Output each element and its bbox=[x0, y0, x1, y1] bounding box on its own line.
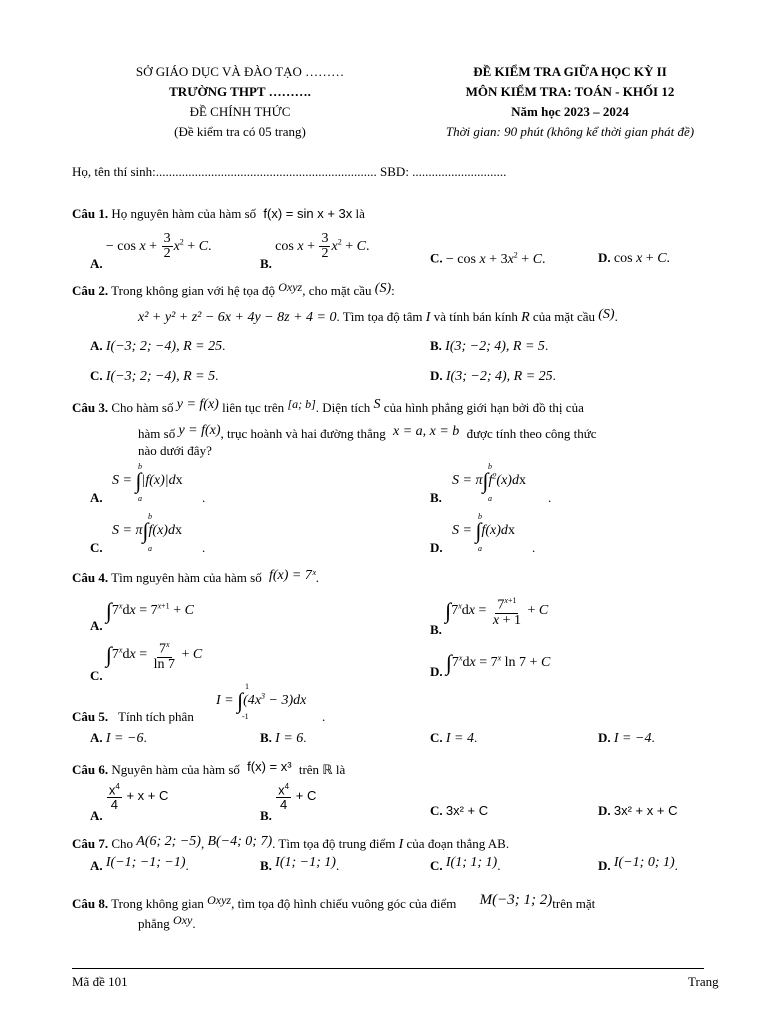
question-6 bbox=[72, 759, 346, 778]
question-label: Câu 1. bbox=[72, 206, 109, 221]
option-letter: D. bbox=[598, 250, 611, 265]
q8-line2 bbox=[138, 913, 196, 932]
question-text: của mặt cầu bbox=[532, 309, 595, 324]
q3-line2 bbox=[138, 423, 597, 443]
option-letter: B. bbox=[430, 338, 442, 353]
question-text: trên bbox=[298, 762, 320, 777]
option-letter: A. bbox=[90, 338, 103, 353]
question-label: Câu 3. bbox=[72, 400, 109, 415]
option-letter: C. bbox=[430, 803, 443, 818]
option-letter: A. bbox=[90, 255, 103, 271]
real-numbers-symbol: ℝ bbox=[322, 762, 333, 777]
q3-answer-c: S = π∫f(x)dx bbox=[112, 518, 182, 543]
q1-answer-a: − cos x + $\frac{3}{2}$ $x^2 + C$. bbox=[105, 231, 212, 261]
q7-answer-a: I(−1; −1; −1) bbox=[105, 855, 186, 870]
q1-answer-b: cos x + $\frac{3}{2}$ $x^2 + C$. bbox=[275, 231, 370, 261]
question-text: liên tục trên bbox=[222, 400, 285, 415]
question-text: , cho mặt cầu bbox=[302, 283, 372, 298]
exam-title: ĐỀ KIỂM TRA GIỮA HỌC KỲ II bbox=[473, 64, 667, 79]
question-label: Câu 8. bbox=[72, 896, 109, 911]
question-1 bbox=[72, 206, 365, 222]
q2-answer-a: I(−3; 2; −4), R = 25 bbox=[105, 339, 223, 354]
question-label: Câu 7. bbox=[72, 836, 109, 851]
center-symbol: I bbox=[425, 310, 431, 325]
plane-name: Oxy bbox=[173, 913, 193, 927]
option-letter: B. bbox=[430, 490, 442, 505]
page-count: (Đề kiểm tra có 05 trang) bbox=[174, 124, 306, 139]
q5-option-c[interactable]: C. I = 4. bbox=[430, 730, 478, 746]
q6-answer-a: $\frac{x^4}{4}$ + x + C bbox=[108, 782, 169, 813]
q1-option-d[interactable] bbox=[598, 250, 670, 267]
q5-answer-a: I = −6 bbox=[105, 731, 144, 746]
option-letter: C. bbox=[430, 250, 443, 266]
q1-answer-d: cos x + C. bbox=[613, 251, 671, 266]
q2-answer-d: I(3; −2; 4), R = 25 bbox=[445, 369, 553, 384]
sphere-name: (S) bbox=[374, 281, 392, 296]
option-letter: B. bbox=[260, 255, 272, 271]
question-text: Tính tích phân bbox=[118, 709, 194, 724]
option-letter: A. bbox=[90, 807, 103, 823]
question-8 bbox=[72, 892, 596, 913]
coordinate-system: Oxyz bbox=[207, 893, 232, 907]
q4-answer-d: $\int 7^xdx = 7^x$ ln 7 + C bbox=[445, 650, 551, 675]
question-text: trên mặt bbox=[552, 896, 596, 911]
midpoint-symbol: I bbox=[398, 837, 404, 852]
point-m: M(−3; 1; 2) bbox=[479, 892, 553, 908]
question-text: được tính theo công thức bbox=[466, 426, 597, 441]
option-letter: B. bbox=[260, 807, 272, 823]
school-name: TRƯỜNG THPT ………. bbox=[169, 84, 311, 99]
question-text: . Tìm tọa độ trung điểm bbox=[272, 836, 396, 851]
question-text: Tìm nguyên hàm của hàm số bbox=[111, 570, 262, 585]
question-7: Câu 7. Cho A(6; 2; −5), B(−4; 0; 7). Tìm tọa độ trung điểm I của đoạn thẳng AB. bbox=[72, 834, 510, 852]
q6-option-c[interactable] bbox=[430, 803, 488, 819]
question-text: Nguyên hàm của hàm số bbox=[111, 762, 240, 777]
q4-answer-a: $\int 7^xdx = 7^{x+1} + C$ bbox=[105, 598, 194, 623]
department-name: SỞ GIÁO DỤC VÀ ĐÀO TẠO ……… bbox=[135, 64, 345, 79]
q7-option-d[interactable]: D. I(−1; 0; 1). bbox=[598, 855, 678, 873]
boundary-lines: x = a, x = b bbox=[392, 424, 460, 439]
option-letter: D. bbox=[598, 858, 611, 873]
option-letter: D. bbox=[598, 730, 611, 745]
point-b: B(−4; 0; 7) bbox=[207, 834, 273, 849]
q2-option-c[interactable]: C. I(−3; 2; −4), R = 5. bbox=[90, 368, 219, 384]
q7-answer-c: I(1; 1; 1) bbox=[445, 855, 498, 870]
question-3 bbox=[72, 397, 584, 417]
q2-option-d[interactable]: D. I(3; −2; 4), R = 25. bbox=[430, 368, 556, 384]
question-4: Câu 4. Tìm nguyên hàm của hàm số f(x) = 7ˣ. bbox=[72, 568, 320, 585]
function-expr: f(x) = sin x + 3x bbox=[263, 206, 353, 221]
option-letter: D. bbox=[430, 368, 443, 383]
question-text: phẳng bbox=[138, 916, 170, 931]
school-year: Năm học 2023 – 2024 bbox=[511, 104, 629, 119]
q4-option-c[interactable] bbox=[90, 638, 203, 684]
area-symbol: S bbox=[373, 397, 381, 412]
question-text: của hình phẳng giới hạn bởi đồ thị của bbox=[383, 400, 584, 415]
q5-answer-b: I = 6 bbox=[275, 731, 304, 746]
option-letter: A. bbox=[90, 730, 103, 745]
q7-answer-d: I(−1; 0; 1) bbox=[613, 855, 675, 870]
coordinate-system: Oxyz bbox=[278, 280, 303, 294]
q5-answer-d: I = −4 bbox=[613, 731, 652, 746]
q6-answer-d: 3x² + x + C bbox=[613, 803, 678, 818]
function-expr: y = f(x) bbox=[176, 397, 219, 412]
option-letter: C. bbox=[430, 730, 443, 745]
header-right bbox=[410, 62, 730, 142]
q2-option-a[interactable]: A. I(−3; 2; −4), R = 25. bbox=[90, 338, 226, 354]
q6-answer-c: 3x² + C bbox=[445, 803, 489, 818]
q5-answer-c: I = 4 bbox=[445, 731, 474, 746]
sphere-name: (S) bbox=[598, 307, 615, 322]
question-label: Câu 5. bbox=[72, 709, 109, 724]
question-text: Trong không gian với hệ tọa độ bbox=[111, 283, 275, 298]
question-text: của đoạn thẳng AB. bbox=[406, 836, 510, 851]
question-label: Câu 6. bbox=[72, 762, 109, 777]
question-text: . Tìm tọa độ tâm bbox=[336, 309, 423, 324]
q1-option-c[interactable] bbox=[430, 250, 546, 268]
option-letter: D. bbox=[430, 540, 443, 555]
q3-answer-a: S = ∫|f(x)|dx bbox=[112, 468, 183, 493]
q2-answer-b: I(3; −2; 4), R = 5 bbox=[445, 339, 545, 354]
integral-expr: $I = \int(4x^3 - 3)dx$ bbox=[216, 688, 307, 713]
option-letter: D. bbox=[430, 664, 443, 680]
question-text: . Diện tích bbox=[315, 400, 371, 415]
option-letter: C. bbox=[90, 368, 103, 383]
question-text: là bbox=[335, 762, 346, 777]
header-left bbox=[90, 62, 390, 142]
question-text: Trong không gian bbox=[111, 896, 204, 911]
q3-answer-b: $S = \pi\int f^2(x)dx$ bbox=[452, 468, 526, 493]
question-label: Câu 2. bbox=[72, 283, 109, 298]
option-letter: B. bbox=[260, 858, 272, 873]
option-letter: A. bbox=[90, 618, 103, 634]
q7-answer-b: I(1; −1; 1) bbox=[275, 855, 336, 870]
point-a: A(6; 2; −5) bbox=[136, 834, 201, 849]
footer-divider bbox=[72, 968, 704, 969]
q4-answer-c: $\int 7^xdx$ = $\frac{7^x}{\ln 7}$ + C bbox=[105, 640, 203, 672]
q5-option-a[interactable]: A. I = −6. bbox=[90, 730, 147, 746]
q6-answer-b: $\frac{x^4}{4}$ + C bbox=[278, 782, 317, 813]
q1-answer-c: − $\cos x + 3x^2 + C$. bbox=[445, 250, 546, 267]
q6-option-b[interactable] bbox=[260, 780, 317, 823]
question-2 bbox=[72, 280, 395, 300]
q7-option-b[interactable]: B. I(1; −1; 1). bbox=[260, 855, 340, 873]
q3-answer-d: S = ∫f(x)dx bbox=[452, 518, 515, 543]
q1-option-a[interactable] bbox=[90, 231, 212, 271]
function-expr: y = f(x) bbox=[178, 423, 221, 438]
question-tail: là bbox=[355, 206, 365, 221]
q1-option-b[interactable] bbox=[260, 231, 370, 271]
q2-line2 bbox=[138, 309, 618, 326]
question-text: và tính bán kính bbox=[433, 309, 518, 324]
subject-title: MÔN KIỂM TRA: TOÁN - KHỐI 12 bbox=[465, 84, 675, 99]
question-5: Câu 5. Tính tích phân $I = \int(4x^3 - 3)dx$ 1 -1 . bbox=[72, 682, 326, 724]
colon: : bbox=[391, 283, 395, 298]
question-text: , tìm tọa độ hình chiếu vuông góc của điểm bbox=[231, 896, 457, 911]
q4-option-b[interactable] bbox=[430, 594, 549, 638]
exam-time: Thời gian: 90 phút (không kể thời gian phát đề) bbox=[445, 124, 695, 139]
question-text: hàm số bbox=[138, 426, 176, 441]
option-letter: B. bbox=[260, 730, 272, 745]
q6-option-a[interactable] bbox=[90, 780, 169, 823]
function-expr: f(x) = x³ bbox=[247, 759, 292, 774]
q5-option-d[interactable]: D. I = −4. bbox=[598, 730, 655, 746]
question-label: Câu 4. bbox=[72, 570, 109, 585]
option-letter: D. bbox=[598, 803, 611, 818]
q7-option-a[interactable]: A. I(−1; −1; −1). bbox=[90, 855, 189, 873]
q4-option-d[interactable] bbox=[430, 650, 551, 680]
option-letter: A. bbox=[90, 490, 103, 505]
interval: [a; b] bbox=[287, 397, 316, 411]
option-letter: C. bbox=[90, 540, 103, 555]
option-letter: A. bbox=[90, 858, 103, 873]
footer-page: Trang bbox=[688, 974, 719, 989]
question-text: Cho bbox=[111, 836, 134, 851]
q2-answer-c: I(−3; 2; −4), R = 5 bbox=[105, 369, 216, 384]
q5-option-b[interactable]: B. I = 6. bbox=[260, 730, 307, 746]
period: . bbox=[192, 916, 196, 931]
option-letter: C. bbox=[90, 668, 103, 684]
q2-option-b[interactable]: B. I(3; −2; 4), R = 5. bbox=[430, 338, 549, 354]
option-letter: C. bbox=[430, 858, 443, 873]
question-text: , trục hoành và hai đường thẳng bbox=[220, 426, 386, 441]
question-text: Họ nguyên hàm của hàm số bbox=[111, 206, 257, 221]
q4-option-a[interactable] bbox=[90, 598, 194, 634]
q7-option-c[interactable]: C. I(1; 1; 1). bbox=[430, 855, 501, 873]
footer-exam-code: Mã đề 101 bbox=[72, 974, 128, 989]
official-label: ĐỀ CHÍNH THỨC bbox=[189, 104, 291, 119]
question-text: Cho hàm số bbox=[111, 400, 174, 415]
q6-option-d[interactable] bbox=[598, 803, 677, 819]
q3-line3: nào dưới đây? bbox=[138, 443, 212, 458]
option-letter: B. bbox=[430, 622, 442, 638]
function-expr: f(x) = 7ˣ bbox=[268, 568, 316, 583]
radius-symbol: R bbox=[521, 310, 530, 325]
q4-answer-b: $\int 7^xdx$ = $\frac{7^{x+1}}{x + 1}$ + C bbox=[445, 596, 549, 628]
sphere-equation: x² + y² + z² − 6x + 4y − 8z + 4 = 0 bbox=[138, 310, 337, 325]
period: . bbox=[614, 309, 618, 324]
student-info-line: Họ, tên thí sinh:.................................................................... SBD: ............................. bbox=[72, 164, 507, 179]
